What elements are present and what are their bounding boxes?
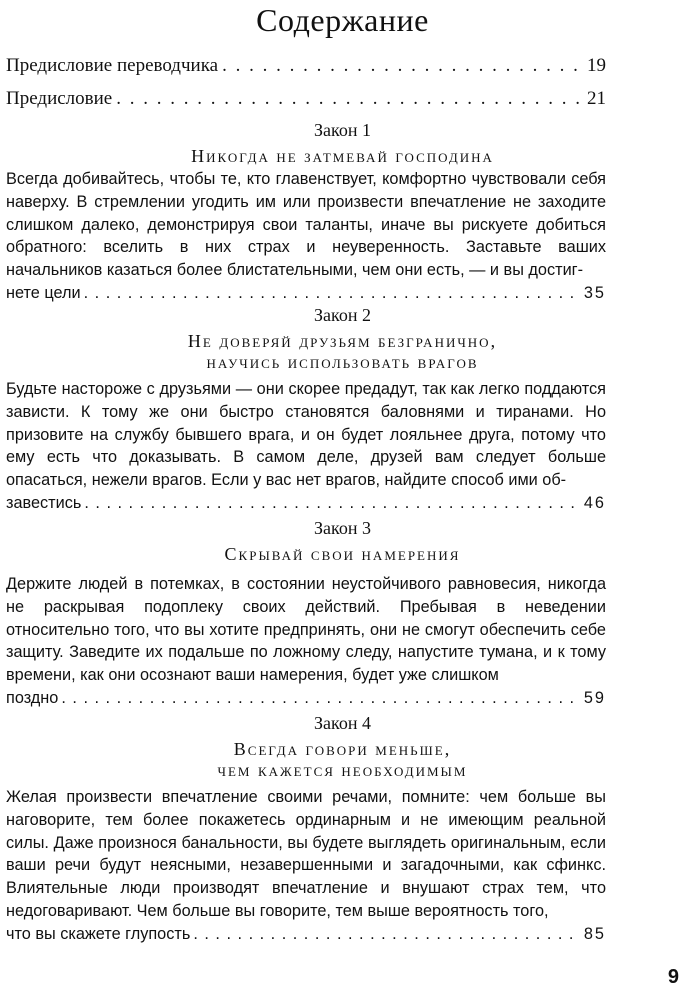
dot-leader xyxy=(84,492,581,515)
law-title-line: Не доверяй друзьям безгранично, xyxy=(187,331,498,351)
law-summary-tail xyxy=(6,492,606,515)
toc-entry-translator-preface xyxy=(6,55,606,77)
law-title-line: Никогда не затмевай господина xyxy=(191,146,494,166)
page-title: Содержание xyxy=(256,2,429,38)
dot-leader xyxy=(222,55,583,77)
page-number: 9 xyxy=(667,966,679,988)
law-title xyxy=(0,331,685,373)
law-summary-text: Желая произвести впечатление своими речами, помните: чем больше вы наговорите, тем более покажетесь ординарным и не имеющим реальной силы. Даже произнося банальности, вы будете выглядеть оригинальным, если ваши речи будут неясными, незавершенными и загадочными, как сфинкс. Влиятельные люди производят впечатление и внушают страх тем, что недоговаривают. Чем больше вы говорите, тем выше вероятность того, xyxy=(6,788,606,920)
law-summary-last-line: завестись xyxy=(6,493,82,512)
toc-entry-preface xyxy=(6,88,606,110)
toc-entry-page: 21 xyxy=(587,88,606,109)
law-title-line: Всегда говори меньше, xyxy=(233,739,452,759)
law-number: Закон 4 xyxy=(314,713,371,733)
law-page-number: 46 xyxy=(583,493,606,512)
law-number: Закон 2 xyxy=(314,305,371,325)
law-summary-last-line: нете цели xyxy=(6,283,81,302)
law-summary-text: Будьте настороже с друзьями — они скорее предадут, так как легко поддаются зависти. К тому же они быстро становятся баловнями и тиранами. Но призовите на службу бывшего врага, и он будет лояльнее друга, потому что ему есть что доказывать. В самом деле, друзей вам следует больше опасаться, нежели врагов. Если у вас нет врагов, найдите способ ими об- xyxy=(6,380,606,490)
toc-entry-label: Предисловие переводчика xyxy=(6,55,219,76)
law-number: Закон 1 xyxy=(314,120,371,140)
law-title-line: научись использовать врагов xyxy=(206,352,479,372)
law-page-number: 85 xyxy=(583,924,606,943)
law-summary xyxy=(6,378,606,515)
law-title-line: Скрывай свои намерения xyxy=(224,544,461,564)
toc-entry-label: Предисловие xyxy=(6,88,113,109)
law-number: Закон 3 xyxy=(314,518,371,538)
law-summary-text: Всегда добивайтесь, чтобы те, кто главенствует, комфортно чувствовали себя наверху. В стремлении угодить им или произвести впечатление не заходите слишком далеко, демонстрируя свои таланты, иначе вы рискуете добиться обратного: вселить в них страх и неуверенность. Заставьте ваших начальников казаться более блистательными, чем они есть, — и вы достиг- xyxy=(6,170,606,280)
law-summary-text: Держите людей в потемках, в состоянии неустойчивого равновесия, никогда не раскрывая подоплеку своих действий. Пребывая в неведении относительно того, что вы хотите предпринять, они не смогут обеспечить себе защиту. Заведите их подальше по ложному следу, напустите тумана, и к тому времени, как они осознают ваши намерения, будет уже слишком xyxy=(6,575,606,685)
law-title xyxy=(0,544,685,565)
dot-leader xyxy=(84,282,581,305)
law-title xyxy=(0,146,685,167)
law-summary-tail xyxy=(6,687,606,710)
law-summary-last-line: что вы скажете глупость xyxy=(6,924,191,943)
dot-leader xyxy=(193,923,581,946)
law-page-number: 35 xyxy=(583,283,606,302)
dot-leader xyxy=(116,88,583,110)
law-summary-last-line: поздно xyxy=(6,688,59,707)
law-page-number: 59 xyxy=(583,688,606,707)
toc-entry-page: 19 xyxy=(587,55,606,76)
law-summary-tail xyxy=(6,923,606,946)
law-title xyxy=(0,739,685,781)
law-title-line: чем кажется необходимым xyxy=(217,760,468,780)
dot-leader xyxy=(61,687,581,710)
law-summary xyxy=(6,168,606,305)
law-summary xyxy=(6,573,606,710)
law-summary xyxy=(6,786,606,946)
law-summary-tail xyxy=(6,282,606,305)
